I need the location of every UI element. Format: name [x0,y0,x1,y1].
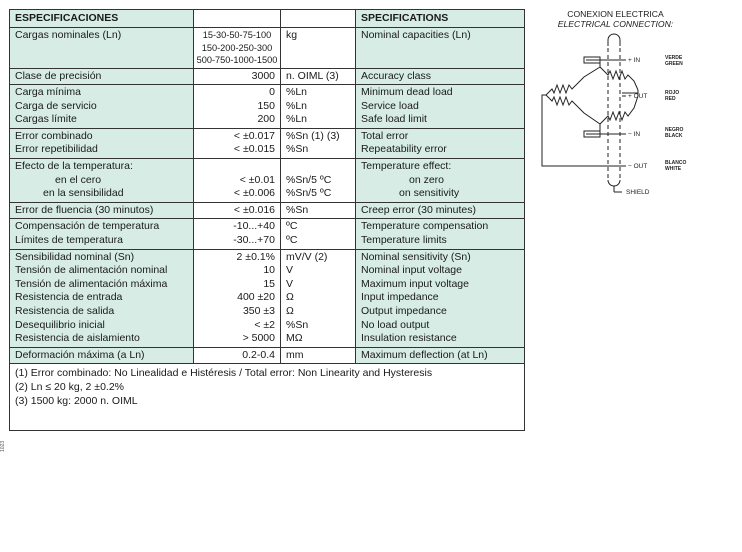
english-label-cell [356,202,525,219]
diagram-title-es: CONEXION ELECTRICA [567,9,664,19]
capacity-value: 15-30-50-75-100 [202,30,272,40]
unit: V [286,264,294,277]
bridge-resistor-bottom-right [600,96,638,124]
header-value-blank [194,10,281,28]
unit: %Sn (1) (3) [286,129,340,142]
value: < ±0.017 [233,129,275,142]
value [199,160,275,174]
spanish-label-cell [10,128,194,158]
unit: Ω [286,291,294,304]
english-label: Service load [361,99,419,112]
spanish-label: Error repetibilidad [15,143,98,156]
english-label: Temperature limits [361,234,447,247]
value: 0.2-0.4 [242,348,275,361]
spanish-label-cell [10,219,194,249]
unit: n. OIML (3) [286,69,339,82]
spanish-label: Cargas nominales (Ln) [15,29,122,41]
spanish-label: Límites de temperatura [15,234,123,247]
value-cell [194,85,281,129]
english-label: Nominal input voltage [361,264,462,277]
specifications-table [9,9,525,431]
value: < ±0.016 [233,203,275,216]
specifications-body [10,28,525,431]
unit: %Sn/5 ºC [286,173,332,186]
english-label: Maximum input voltage [361,277,469,290]
spanish-label: Resistencia de entrada [15,291,123,304]
wire-color-en: RED [665,96,676,102]
table-row [10,28,525,69]
table-row [10,159,525,203]
value: < ±0.006 [233,187,275,200]
wire-color-en: BLACK [665,133,683,139]
spanish-label: Error de fluencia (30 minutos) [15,203,154,216]
english-label: Maximum deflection (at Ln) [361,348,488,361]
english-label-cell [356,128,525,158]
spanish-label: Cargas límite [15,113,77,126]
english-label: Total error [361,129,409,142]
english-label: Minimum dead load [361,86,453,99]
footnote: (2) Ln ≤ 20 kg, 2 ±0.2% [15,380,124,393]
table-row [10,219,525,249]
spanish-label-cell [10,159,194,203]
english-label: Accuracy class [361,69,432,82]
unit: %Sn/5 ºC [286,187,332,200]
english-label: Input impedance [361,291,439,304]
table-row [10,202,525,219]
spanish-label: Compensación de temperatura [15,220,160,233]
terminal-label: − OUT [628,163,648,170]
unit: kg [286,29,298,41]
wire-color-es: NEGRO [665,127,684,133]
value-cell [194,28,281,69]
header-especificaciones: ESPECIFICACIONES [10,10,194,28]
terminal-label: + IN [628,57,641,64]
spanish-label: Deformación máxima (a Ln) [15,348,145,361]
spanish-label: Carga de servicio [15,99,97,112]
spanish-label-cell [10,202,194,219]
value: 400 ±20 [237,291,275,304]
value-cell [194,219,281,249]
spanish-label: Resistencia de aislamiento [15,332,140,345]
value: 0 [269,86,275,99]
table-row [10,347,525,364]
spanish-label-cell [10,249,194,347]
value: 200 [257,113,275,126]
shield-label: SHIELD [626,189,650,196]
value: > 5000 [242,332,275,345]
unit: mm [286,348,304,361]
footnote: (3) 1500 kg: 2000 n. OIML [15,394,138,407]
spanish-label: Tensión de alimentación nominal [15,264,168,277]
spanish-label-cell [10,28,194,69]
terminal-label: − IN [628,131,641,138]
unit-cell [281,28,356,69]
unit [286,160,350,174]
english-label-cell [356,68,525,85]
unit-cell [281,128,356,158]
value: -30...+70 [233,234,275,247]
header-unit-blank [281,10,356,28]
spanish-label: Error combinado [15,129,93,142]
spanish-label: Clase de precisión [15,69,102,82]
unit: %Ln [286,113,308,126]
spanish-label-cell [10,68,194,85]
unit-cell [281,219,356,249]
unit-cell [281,202,356,219]
english-label: Temperature compensation [361,220,489,233]
unit: %Sn [286,143,309,156]
unit: %Sn [286,203,309,216]
wire-color-es: VERDE [665,55,683,61]
diagram-title [553,9,678,29]
value: 15 [263,277,275,290]
english-label-cell [356,159,525,203]
value: -10...+40 [233,220,275,233]
value-cell [194,68,281,85]
english-label: Temperature effect: [361,160,452,173]
bridge-resistor-bottom-left [546,95,600,124]
capacity-value: 150-200-250-300 [201,42,273,53]
unit: %Sn [286,318,309,331]
unit-cell [281,347,356,364]
value-cell [194,347,281,364]
spanish-label: Tensión de alimentación máxima [15,277,168,290]
table-row [10,128,525,158]
wire-color-es: BLANCO [665,160,687,166]
spanish-label: Desequilibrio inicial [15,318,105,331]
wire-color-en: WHITE [665,166,682,172]
notes-row [10,364,525,431]
english-label: Repeatability error [361,143,447,156]
english-label: Insulation resistance [361,332,457,345]
footnotes [10,364,525,431]
english-label: Creep error (30 minutes) [361,203,476,216]
table-row [10,85,525,129]
value: 2 ±0.1% [236,250,275,263]
value-cell [194,249,281,347]
unit: Ω [286,305,294,317]
diagram-title-en: ELECTRICAL CONNECTION: [557,19,674,29]
side-code: 1023 [0,440,6,452]
unit: ºC [286,220,298,233]
wiring-diagram [538,30,742,200]
footnote: (1) Error combinado: No Linealidad e Histéresis / Total error: Non Linearity and Hysteresis [15,367,433,380]
value-cell [194,128,281,158]
english-label: No load output [361,318,430,331]
header-specifications: SPECIFICATIONS [356,10,525,28]
unit: ºC [286,234,298,247]
spanish-label: Resistencia de salida [15,305,115,317]
english-label: Output impedance [361,305,447,317]
english-label: Nominal capacities (Ln) [361,29,471,41]
wire-minus-in [586,124,600,134]
wire-color-es: ROJO [665,90,680,96]
spanish-label: Sensibilidad nominal (Sn) [15,250,135,263]
spanish-label: Carga mínima [15,86,81,99]
english-label: on zero [409,173,445,186]
value: < ±0.01 [239,173,275,186]
spanish-label: en la sensibilidad [43,187,124,200]
wire-color-en: GREEN [665,61,683,67]
value-cell [194,202,281,219]
english-label: on sensitivity [399,187,460,200]
value-cell [194,159,281,203]
unit-cell [281,85,356,129]
bridge-resistor-top-right [600,67,638,90]
unit: %Ln [286,99,308,112]
value: 10 [263,264,275,277]
spanish-label-cell [10,85,194,129]
english-label-cell [356,85,525,129]
english-label: Nominal sensitivity (Sn) [361,250,471,263]
english-label: Safe load limit [361,113,427,126]
unit-cell [281,249,356,347]
value: 150 [257,99,275,112]
unit-cell [281,68,356,85]
terminal-label: + OUT [628,93,648,100]
unit: V [286,277,294,290]
unit: MΩ [286,332,303,345]
spanish-label-cell [10,347,194,364]
value: < ±0.015 [233,143,275,156]
bridge-resistor-top-left [546,67,600,95]
value: 350 ±3 [242,305,275,317]
table-row [10,249,525,347]
unit-cell [281,159,356,203]
table-row [10,68,525,85]
english-label-cell [356,347,525,364]
spanish-label: Efecto de la temperatura: [15,160,133,173]
unit: mV/V (2) [286,250,328,263]
value: 3000 [251,69,275,82]
table-header-row [10,10,525,28]
english-label-cell [356,28,525,69]
unit: %Ln [286,86,308,99]
spanish-label: en el cero [55,173,102,186]
english-label-cell [356,219,525,249]
english-label-cell [356,249,525,347]
capacity-value: 500-750-1000-1500 [196,55,278,65]
value: < ±2 [254,318,275,331]
